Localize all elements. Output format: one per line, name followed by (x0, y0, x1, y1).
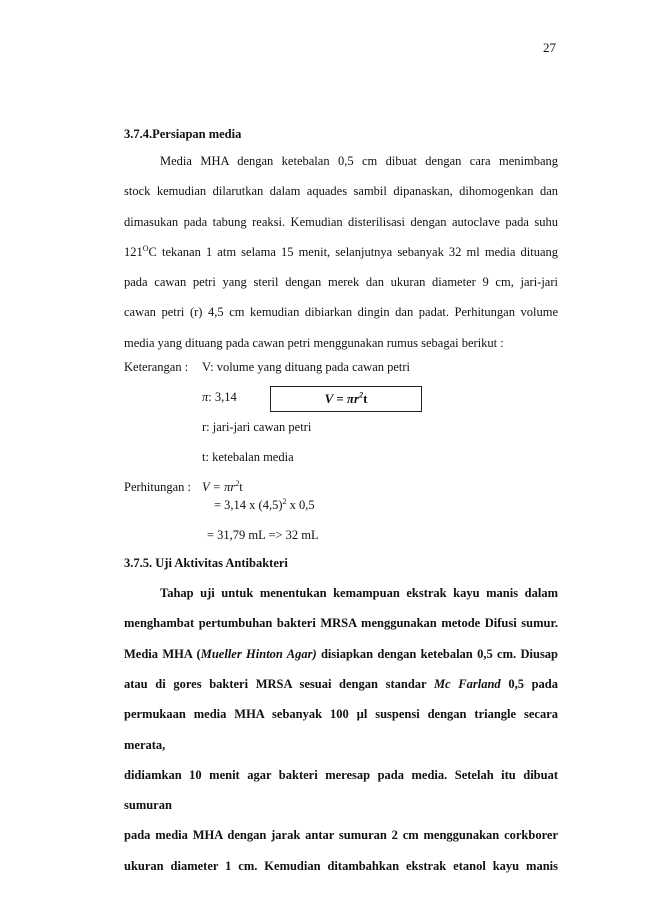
degree-sup: O (142, 243, 149, 253)
paragraph-line-mha (124, 639, 558, 669)
keterangan-label: Keterangan : (124, 360, 189, 375)
formula-box-main: V = πr (324, 391, 360, 406)
line4-italic: Mc Farland (434, 676, 501, 691)
formula-box-sup: 2 (359, 390, 364, 400)
paragraph-line: permukaan media MHA sebanyak 100 µl suspensi dengan triangle secara merata, (124, 707, 558, 752)
pi-value: : 3,14 (208, 390, 237, 405)
paragraph-uji-aktivitas (124, 578, 558, 881)
paragraph-line: pada cawan petri yang steril dengan merek dan ukuran diameter 9 cm, jari-jari (124, 275, 558, 290)
section-heading-persiapan-media: 3.7.4.Persiapan media (124, 127, 242, 141)
perhitungan-step2: = 31,79 mL => 32 mL (207, 528, 319, 543)
keterangan-item-r: r: jari-jari cawan petri (202, 420, 312, 435)
keterangan-item-v: V: volume yang dituang pada cawan petri (202, 360, 411, 375)
perhitungan-formula-tail: t (239, 480, 243, 495)
line4-part-b: 0,5 pada (500, 676, 558, 691)
page-number: 27 (543, 40, 556, 55)
paragraph-line: stock kemudian dilarutkan dalam aquades sambil dipanaskan, dihomogenkan dan (124, 184, 558, 199)
pi-symbol: π (202, 390, 209, 405)
paragraph-line: media yang dituang pada cawan petri menggunakan rumus sebagai berikut : (124, 335, 504, 350)
keterangan-item-t: t: ketebalan media (202, 450, 294, 465)
perhitungan-label: Perhitungan : (124, 480, 192, 495)
line4-part-a: atau di gores bakteri MRSA sesuai dengan standar (124, 676, 434, 691)
perhitungan-formula (202, 480, 243, 495)
step1-sup: 2 (282, 496, 287, 506)
step1-suffix: x 0,5 (286, 498, 315, 513)
document-body (124, 123, 558, 881)
paragraph-line: pada media MHA dengan jarak antar sumuran 2 cm menggunakan corkborer (124, 828, 558, 843)
formula-box (270, 386, 422, 412)
paragraph-line: ukuran diameter 1 cm. Kemudian ditambahkan ekstrak etanol kayu manis (124, 858, 558, 873)
paragraph-line-rest: C tekanan 1 atm selama 15 menit, selanjutnya sebanyak 32 ml media dituang (148, 244, 558, 259)
perhitungan-step1 (214, 498, 315, 513)
perhitungan-formula-sup: 2 (235, 478, 240, 488)
line3-part-a: Media MHA ( (124, 646, 201, 661)
paragraph-persiapan-media (124, 146, 558, 358)
line3-italic: Mueller Hinton Agar) (200, 646, 317, 661)
temperature-value: 121 (124, 244, 143, 259)
paragraph-line: menghambat pertumbuhan bakteri MRSA menggunakan metode Difusi sumur. (124, 616, 558, 631)
paragraph-line-mcfarland (124, 669, 558, 699)
paragraph-line: Media MHA dengan ketebalan 0,5 cm dibuat dengan cara menimbang (160, 154, 558, 168)
keterangan-item-pi (202, 390, 237, 405)
line3-part-b: disiapkan dengan ketebalan 0,5 cm. Diusap (316, 646, 559, 661)
paragraph-line: Tahap uji untuk menentukan kemampuan ekstrak kayu manis dalam (160, 586, 558, 601)
section-heading-uji-aktivitas: 3.7.5. Uji Aktivitas Antibakteri (124, 556, 288, 571)
step1-prefix: = 3,14 x (4,5) (214, 498, 283, 513)
paragraph-line: cawan petri (r) 4,5 cm kemudian dibiarkan dingin dan padat. Perhitungan volume (124, 305, 558, 320)
paragraph-line: didiamkan 10 menit agar bakteri meresap pada media. Setelah itu dibuat sumuran (124, 767, 558, 813)
formula-box-tail: t (363, 391, 368, 406)
perhitungan-formula-main: V = πr (202, 480, 236, 495)
paragraph-line-temperature (124, 237, 558, 267)
paragraph-line: dimasukan pada tabung reaksi. Kemudian disterilisasi dengan autoclave pada suhu (124, 214, 558, 229)
